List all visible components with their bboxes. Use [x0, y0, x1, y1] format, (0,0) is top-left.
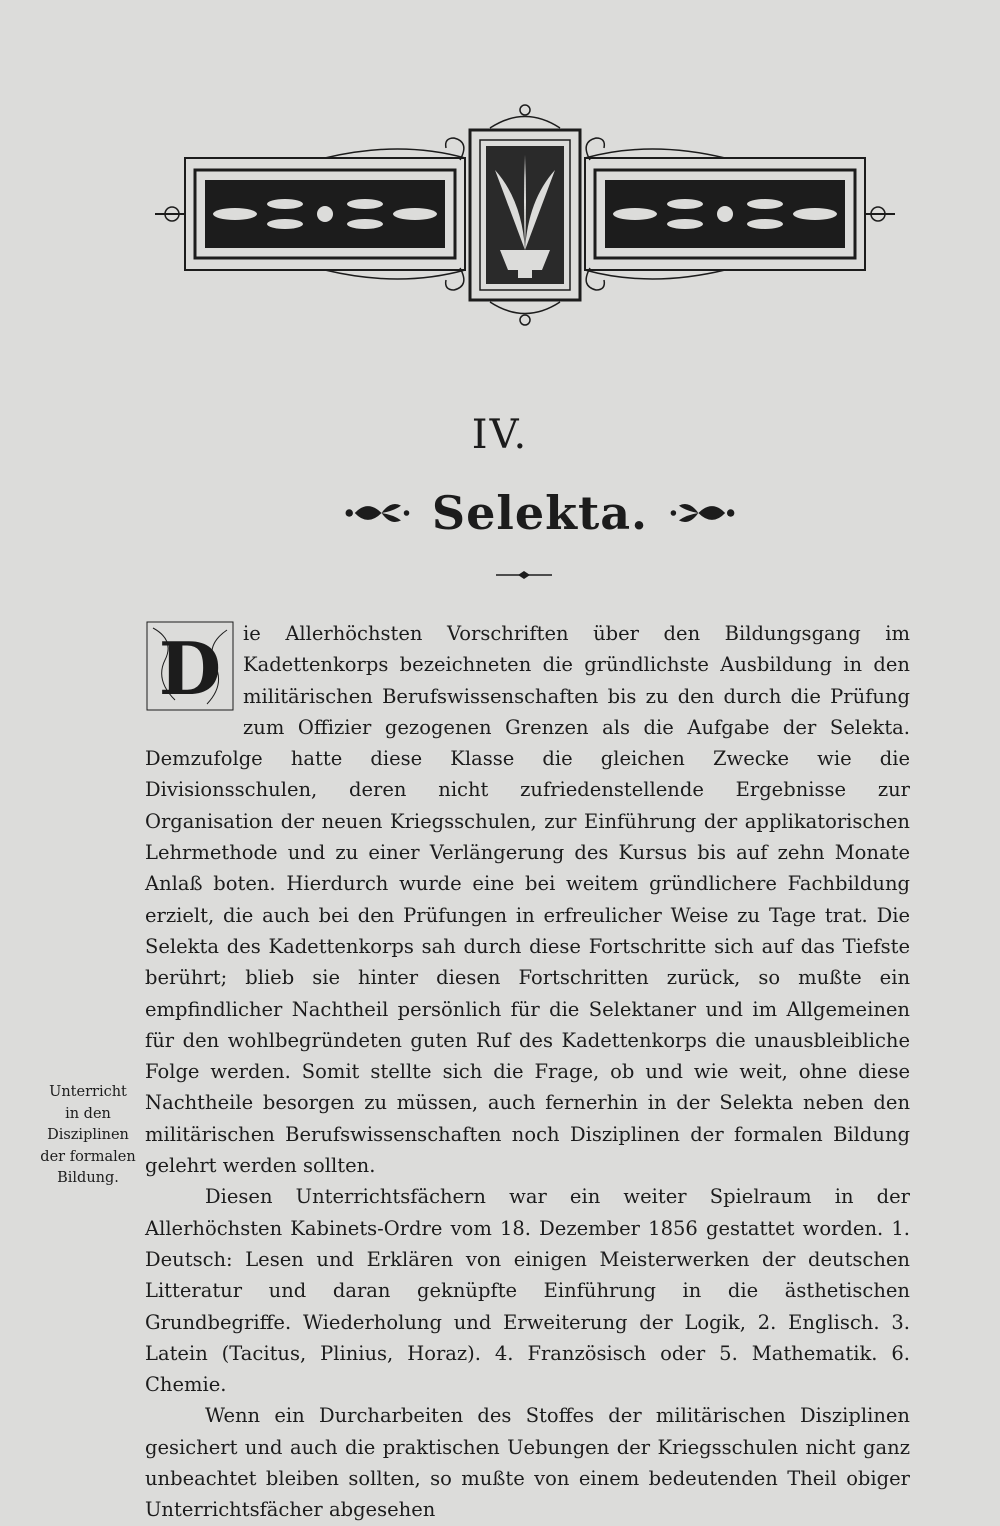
header-ornament	[150, 100, 900, 330]
paragraph-3: Wenn ein Durcharbeiten des Stoffes der militärischen Disziplinen gesichert und auch die praktischen Uebungen der Kriegsschulen nicht ganz unbeachtet bleiben sollten, so mußte von einem bedeutenden Theil obiger Unterrichtsfächer abgesehen	[145, 1404, 910, 1522]
chapter-number: IV.	[471, 412, 529, 458]
margin-note	[38, 1082, 138, 1190]
margin-note-line: Disziplinen	[47, 1127, 129, 1143]
paragraph-2: Diesen Unterrichtsfächern war ein weiter Spielraum in der Allerhöchsten Kabinets-Ordre vom 18. Dezember 1856 gestattet worden. 1. Deutsch: Lesen und Erklären von einigen Meisterwerken der deutschen Litteratur und daran geknüpfte Einführung in die ästhetischen Grundbegriffe. Wiederholung und Erweiterung der Logik, 2. Englisch. 3. Latein (Tacitus, Plinius, Horaz). 4. Französisch oder 5. Mathematik. 6. Chemie.	[145, 1185, 910, 1397]
margin-note-line: Bildung.	[57, 1170, 119, 1186]
paragraph-1	[145, 618, 910, 1181]
drop-cap	[145, 620, 235, 712]
margin-note-line: der formalen	[40, 1148, 136, 1165]
body-text	[145, 618, 910, 1526]
right-fleuron-icon	[666, 493, 740, 533]
margin-note-line: in den	[65, 1105, 111, 1122]
paragraph-1-text: ie Allerhöchsten Vorschriften über den Bildungsgang im Kadettenkorps bezeichneten die gründlichste Ausbildung in den militärischen Berufswissenschaften bis zu den durch die Prüfung zum Offizier gezogenen Grenzen als die Aufgabe der Selekta. Demzufolge hatte diese Klasse die gleichen Zwecke wie die Divisionsschulen, deren nicht zufriedenstellende Ergebnisse zur Organisation der neuen Kriegsschulen, zur Einführung der applikatorischen Lehrmethode und zu einer Verlängerung des Kursus bis auf zehn Monate Anlaß boten. Hierdurch wurde eine bei weitem gründlichere Fachbildung erzielt, die auch bei den Prüfungen in erfreulicher Weise zu Tage trat. Die Selekta des Kadettenkorps sah durch diese Fortschritte sich auf das Tiefste berührt; blieb sie hinter diesen Fortschritten zurück, so mußte ein empfindlicher Nachtheil persönlich für die Selektaner und im Allgemeinen für den wohlbegründeten guten Ruf des Kadettenkorps die unausbleibliche Folge werden. Somit stellte sich die Frage, ob und wie weit, ohne diese Nachtheile besorgen zu müssen, auch fernerhin in der Selekta neben den militärischen Berufswissenschaften noch Disziplinen der formalen Bildung gelehrt werden sollten.	[145, 622, 910, 1178]
section-rule-icon	[494, 570, 554, 580]
title-row	[340, 478, 740, 548]
drop-cap-letter: D	[158, 626, 222, 711]
chapter-title: Selekta.	[431, 486, 649, 540]
left-fleuron-icon	[340, 493, 414, 533]
margin-note-line: Unterricht	[49, 1084, 127, 1100]
